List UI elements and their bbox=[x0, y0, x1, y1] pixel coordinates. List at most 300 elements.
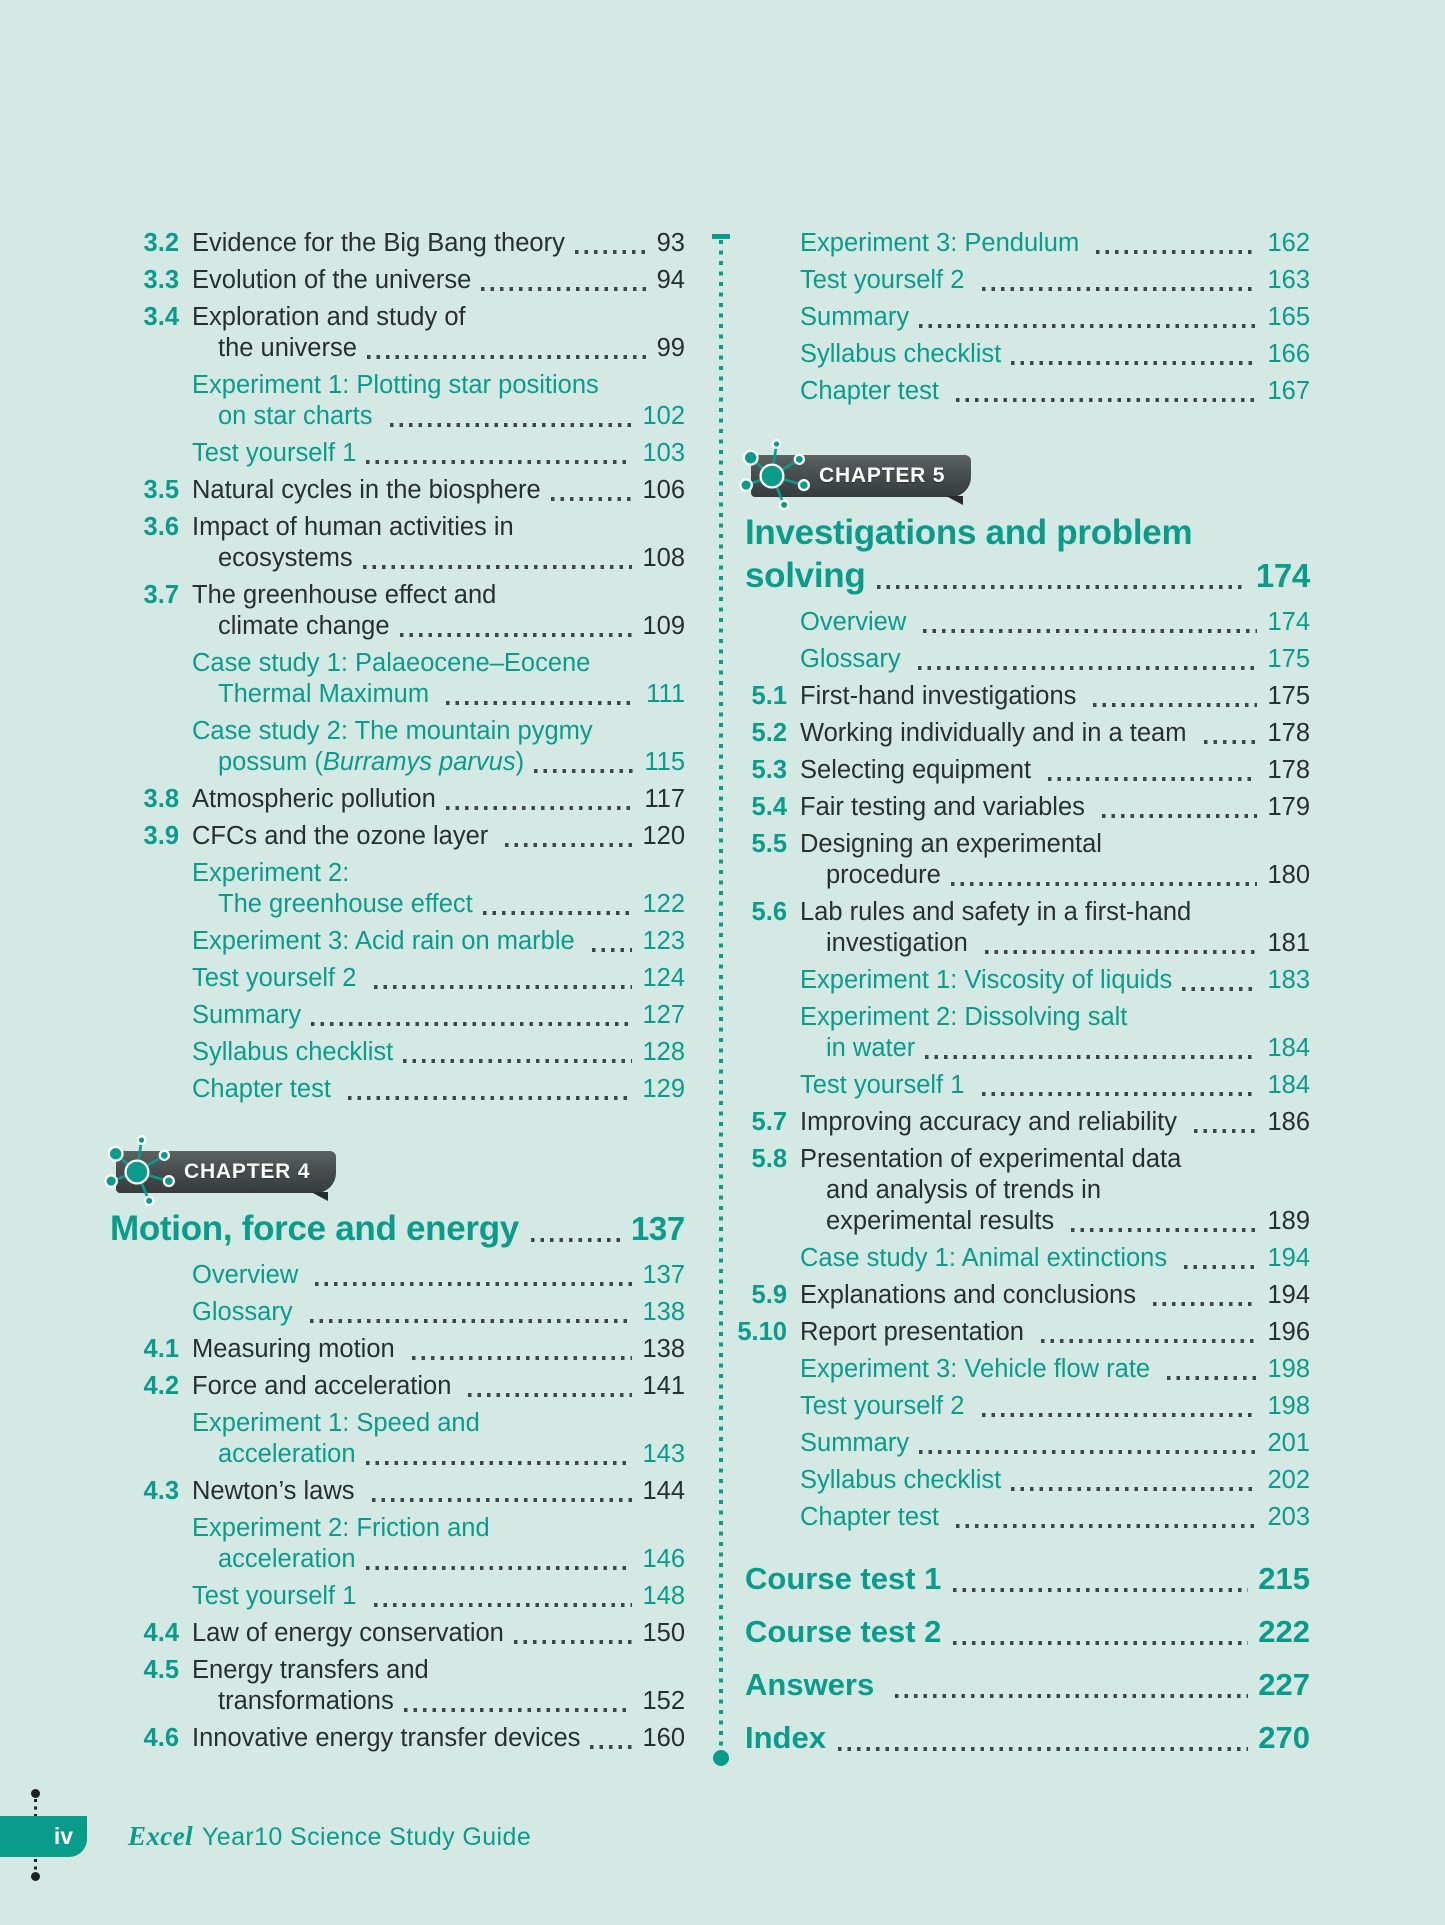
dot-leader bbox=[468, 1393, 632, 1397]
toc-entry-line bbox=[192, 475, 685, 506]
entry-text: acceleration bbox=[218, 1545, 356, 1573]
page-number: 160 bbox=[642, 1724, 685, 1752]
toc-entry-line bbox=[218, 333, 685, 364]
entry-text: Experiment 1: Speed and bbox=[192, 1409, 480, 1437]
dot-leader bbox=[311, 1022, 632, 1026]
entry-text: Evolution of the universe bbox=[192, 266, 472, 294]
entry-text: Experiment 3: Pendulum bbox=[800, 229, 1087, 257]
toc-entry-line bbox=[800, 339, 1310, 370]
section-number: 5.5 bbox=[751, 830, 787, 858]
toc-entry bbox=[745, 511, 1310, 597]
toc-entry-line bbox=[826, 1206, 1310, 1237]
toc-entry-line bbox=[192, 821, 685, 852]
section-number: 4.1 bbox=[143, 1335, 179, 1363]
page-number: 178 bbox=[1267, 719, 1310, 747]
entry-text: Innovative energy transfer devices bbox=[192, 1724, 581, 1752]
toc-entry-line bbox=[192, 1260, 685, 1291]
toc-entry bbox=[110, 1207, 685, 1250]
entry-text: Test yourself 2 bbox=[800, 1392, 972, 1420]
toc-entry bbox=[800, 302, 1310, 333]
entry-text: Evidence for the Big Bang theory bbox=[192, 229, 565, 257]
entry-text: Course test 1 bbox=[745, 1561, 942, 1596]
entry-text: Chapter test bbox=[192, 1075, 338, 1103]
page-number: 122 bbox=[642, 890, 685, 918]
entry-text: Presentation of experimental data bbox=[800, 1145, 1182, 1173]
toc-entry-line bbox=[826, 860, 1310, 891]
toc-entry-line bbox=[192, 963, 685, 994]
dot-leader bbox=[982, 287, 1258, 291]
page-number: 146 bbox=[642, 1545, 685, 1573]
chapter-badge-label: CHAPTER 5 bbox=[751, 455, 971, 497]
page-number: 215 bbox=[1258, 1561, 1310, 1596]
page-number: 203 bbox=[1267, 1503, 1310, 1531]
page-number: 167 bbox=[1267, 377, 1310, 405]
toc-entry bbox=[143, 1618, 685, 1649]
toc-entry-line bbox=[745, 1612, 1310, 1652]
molecule-icon bbox=[737, 438, 813, 514]
right-entries-after bbox=[737, 607, 1310, 1533]
entry-text: Designing an experimental bbox=[800, 830, 1102, 858]
toc-entry-line bbox=[192, 1655, 685, 1686]
entry-text: Investigations and problem bbox=[745, 513, 1193, 552]
toc-entry bbox=[800, 965, 1310, 996]
section-number: 3.9 bbox=[143, 822, 179, 850]
page-number: 144 bbox=[642, 1477, 685, 1505]
toc-entry-line bbox=[192, 1297, 685, 1328]
page-number: 196 bbox=[1267, 1318, 1310, 1346]
page-number: 174 bbox=[1267, 608, 1310, 636]
toc-entry bbox=[192, 1408, 685, 1470]
page-number: 99 bbox=[656, 334, 685, 362]
toc-entry-line bbox=[800, 1317, 1310, 1348]
toc-entry-line bbox=[745, 1665, 1310, 1705]
toc-entry bbox=[745, 1665, 1310, 1705]
toc-entry-line bbox=[192, 648, 685, 679]
toc-entry-line bbox=[800, 1002, 1310, 1033]
toc-entry-line bbox=[218, 401, 685, 432]
page-number: 202 bbox=[1267, 1466, 1310, 1494]
entry-text: Test yourself 1 bbox=[192, 1582, 364, 1610]
toc-entry-line bbox=[800, 681, 1310, 712]
section-number: 3.2 bbox=[143, 229, 179, 257]
page-number: 137 bbox=[642, 1261, 685, 1289]
toc-entry bbox=[800, 228, 1310, 259]
toc-entry-line bbox=[192, 1371, 685, 1402]
toc-entry bbox=[800, 1243, 1310, 1274]
dot-leader bbox=[412, 1356, 633, 1360]
chapter-badge-label: CHAPTER 4 bbox=[116, 1151, 336, 1193]
toc-entry-line bbox=[218, 679, 685, 710]
toc-entry-line bbox=[800, 1280, 1310, 1311]
toc-entry-line bbox=[192, 1000, 685, 1031]
toc-entry bbox=[143, 265, 685, 296]
page-number: 138 bbox=[642, 1335, 685, 1363]
toc-entry-line bbox=[218, 1686, 685, 1717]
dot-leader bbox=[919, 324, 1257, 328]
toc-entry bbox=[192, 1074, 685, 1105]
dot-leader bbox=[919, 1450, 1257, 1454]
dot-leader bbox=[366, 1461, 633, 1465]
entry-text: Atmospheric pollution bbox=[192, 785, 436, 813]
toc-entry-line bbox=[218, 747, 685, 778]
dot-leader bbox=[1011, 1487, 1257, 1491]
page-number: 198 bbox=[1267, 1355, 1310, 1383]
page-number: 127 bbox=[642, 1001, 685, 1029]
entry-text: Working individually and in a team bbox=[800, 719, 1194, 747]
toc-entry-line bbox=[800, 792, 1310, 823]
toc-entry bbox=[751, 829, 1310, 891]
toc-entry bbox=[800, 1070, 1310, 1101]
left-entries-after bbox=[143, 1260, 685, 1754]
toc-entry-line bbox=[218, 543, 685, 574]
toc-entry-line bbox=[192, 370, 685, 401]
toc-entry-line bbox=[745, 1718, 1310, 1758]
page-number: 198 bbox=[1267, 1392, 1310, 1420]
entry-text: Chapter test bbox=[800, 377, 946, 405]
toc-entry bbox=[751, 755, 1310, 786]
entry-text: investigation bbox=[826, 929, 975, 957]
entry-text: Experiment 3: Vehicle flow rate bbox=[800, 1355, 1158, 1383]
entry-text: Summary bbox=[192, 1001, 302, 1029]
toc-entry bbox=[143, 784, 685, 815]
entry-text: Report presentation bbox=[800, 1318, 1032, 1346]
toc-entry bbox=[192, 858, 685, 920]
toc-entry-line bbox=[192, 438, 685, 469]
section-number: 4.4 bbox=[143, 1619, 179, 1647]
section-number: 5.1 bbox=[751, 682, 787, 710]
entry-text: Chapter test bbox=[800, 1503, 946, 1531]
section-number: 5.4 bbox=[751, 793, 787, 821]
toc-entry bbox=[192, 926, 685, 957]
toc-entry bbox=[143, 512, 685, 574]
dot-leader bbox=[1011, 361, 1257, 365]
toc-entry-line bbox=[192, 1074, 685, 1105]
toc-entry-line bbox=[800, 644, 1310, 675]
footer-brand bbox=[128, 1821, 531, 1852]
page-number: 184 bbox=[1267, 1071, 1310, 1099]
entry-text: Summary bbox=[800, 303, 910, 331]
dot-leader bbox=[366, 1566, 633, 1570]
page-number: 181 bbox=[1267, 929, 1310, 957]
page-number: 150 bbox=[642, 1619, 685, 1647]
toc-entry-line bbox=[800, 1144, 1310, 1175]
entry-text: Syllabus checklist bbox=[192, 1038, 394, 1066]
page-number: 222 bbox=[1258, 1614, 1310, 1649]
toc-entry bbox=[192, 1581, 685, 1612]
toc-entry bbox=[800, 644, 1310, 675]
toc-entry bbox=[751, 1280, 1310, 1311]
toc-entry bbox=[192, 1037, 685, 1068]
page-number: 201 bbox=[1267, 1429, 1310, 1457]
toc-entry-line bbox=[745, 1559, 1310, 1599]
entry-text: Force and acceleration bbox=[192, 1372, 459, 1400]
dot-leader bbox=[918, 666, 1258, 670]
page-number: 123 bbox=[642, 927, 685, 955]
chapter-5-badge bbox=[745, 455, 971, 497]
entry-text: Thermal Maximum bbox=[218, 680, 437, 708]
dot-leader bbox=[534, 769, 634, 773]
page-number: 148 bbox=[642, 1582, 685, 1610]
toc-entry-line bbox=[192, 1334, 685, 1365]
page-number: 179 bbox=[1267, 793, 1310, 821]
toc-entry bbox=[192, 438, 685, 469]
dot-leader bbox=[592, 948, 633, 952]
page-number: 194 bbox=[1267, 1244, 1310, 1272]
page-number: 141 bbox=[642, 1372, 685, 1400]
toc-entry bbox=[800, 1428, 1310, 1459]
toc-entry bbox=[737, 1317, 1310, 1348]
entry-text: Overview bbox=[192, 1261, 306, 1289]
section-number: 3.5 bbox=[143, 476, 179, 504]
dot-leader bbox=[348, 1096, 632, 1100]
page-number: 184 bbox=[1267, 1034, 1310, 1062]
page-number: 162 bbox=[1267, 229, 1310, 257]
toc-entry-line bbox=[218, 889, 685, 920]
toc-entry bbox=[751, 1107, 1310, 1138]
entry-text: Impact of human activities in bbox=[192, 513, 514, 541]
toc-entry bbox=[800, 607, 1310, 638]
entry-text: Experiment 2: bbox=[192, 859, 350, 887]
entry-text: Glossary bbox=[192, 1298, 300, 1326]
dot-leader bbox=[315, 1282, 632, 1286]
page-number: 93 bbox=[656, 229, 685, 257]
dot-leader bbox=[1194, 1129, 1257, 1133]
toc-entry-line bbox=[192, 228, 685, 259]
toc-entry-line bbox=[800, 265, 1310, 296]
entry-text: Course test 2 bbox=[745, 1614, 942, 1649]
toc-entry bbox=[751, 897, 1310, 959]
toc-entry bbox=[192, 648, 685, 710]
toc-entry bbox=[751, 681, 1310, 712]
entry-text: Case study 1: Animal extinctions bbox=[800, 1244, 1175, 1272]
page-number: 152 bbox=[642, 1687, 685, 1715]
toc-entry bbox=[745, 1612, 1310, 1652]
toc-entry-line bbox=[192, 265, 685, 296]
entry-text: procedure bbox=[826, 861, 941, 889]
entry-text: First-hand investigations bbox=[800, 682, 1084, 710]
entry-text: Case study 1: Palaeocene–Eocene bbox=[192, 649, 591, 677]
toc-entry-line bbox=[192, 1408, 685, 1439]
toc-entry-line bbox=[800, 718, 1310, 749]
dot-leader bbox=[481, 287, 646, 291]
dot-leader bbox=[363, 565, 633, 569]
dot-leader bbox=[923, 629, 1257, 633]
dot-leader bbox=[985, 950, 1258, 954]
toc-entry-line bbox=[192, 1037, 685, 1068]
dot-leader bbox=[1048, 777, 1257, 781]
dot-leader bbox=[951, 882, 1258, 886]
section-number: 5.3 bbox=[751, 756, 787, 784]
toc-entry bbox=[192, 716, 685, 778]
dot-leader bbox=[374, 985, 633, 989]
entry-text: The greenhouse effect bbox=[218, 890, 473, 918]
dot-leader bbox=[400, 633, 633, 637]
toc-entry-line bbox=[826, 928, 1310, 959]
toc-entry bbox=[800, 265, 1310, 296]
section-number: 3.7 bbox=[143, 581, 179, 609]
column-divider bbox=[719, 240, 723, 1750]
dot-leader bbox=[982, 1092, 1258, 1096]
entry-text: ) bbox=[515, 748, 525, 776]
dot-leader bbox=[390, 423, 633, 427]
entry-text: Answers bbox=[745, 1667, 883, 1702]
folio-page-number: iv bbox=[53, 1823, 73, 1849]
page-number: 103 bbox=[642, 439, 685, 467]
toc-entry-line bbox=[745, 511, 1310, 554]
dot-leader bbox=[925, 1055, 1257, 1059]
toc-entry-line bbox=[218, 1439, 685, 1470]
entry-text: Experiment 3: Acid rain on marble bbox=[192, 927, 582, 955]
dot-leader bbox=[505, 843, 632, 847]
entry-text: Improving accuracy and reliability bbox=[800, 1108, 1185, 1136]
toc-entry bbox=[745, 1718, 1310, 1758]
section-number: 3.4 bbox=[143, 303, 179, 331]
dot-leader bbox=[1096, 250, 1257, 254]
toc-entry bbox=[800, 339, 1310, 370]
toc-entry bbox=[800, 1002, 1310, 1064]
toc-entry bbox=[751, 792, 1310, 823]
entry-text: Exploration and study of bbox=[192, 303, 466, 331]
entry-text: Test yourself 1 bbox=[192, 439, 357, 467]
toc-entry-line bbox=[745, 554, 1310, 597]
dot-leader bbox=[372, 1498, 633, 1502]
dot-leader bbox=[1041, 1339, 1257, 1343]
dot-leader bbox=[956, 398, 1257, 402]
page-number: 174 bbox=[1255, 557, 1310, 594]
dot-leader bbox=[404, 1708, 633, 1712]
entry-text: Lab rules and safety in a first-hand bbox=[800, 898, 1192, 926]
toc-entry bbox=[751, 718, 1310, 749]
dot-leader bbox=[483, 911, 633, 915]
page-number-tab bbox=[0, 1816, 87, 1857]
entry-text: possum ( bbox=[218, 748, 323, 776]
dot-leader bbox=[982, 1413, 1258, 1417]
toc-entry-line bbox=[192, 580, 685, 611]
toc-entry bbox=[143, 302, 685, 364]
page-number: 117 bbox=[644, 785, 685, 813]
entry-text: transformations bbox=[218, 1687, 394, 1715]
brand-logo-text: Excel bbox=[128, 1821, 193, 1851]
toc-entry-line bbox=[800, 1070, 1310, 1101]
page-number: 137 bbox=[630, 1210, 685, 1247]
brand-title-text: Year10 Science Study Guide bbox=[201, 1823, 532, 1851]
dot-leader bbox=[446, 806, 635, 810]
section-number: 5.9 bbox=[751, 1281, 787, 1309]
entry-text: The greenhouse effect and bbox=[192, 581, 497, 609]
page-number: 109 bbox=[642, 612, 685, 640]
dot-leader bbox=[514, 1640, 633, 1644]
toc-entry-line bbox=[800, 1502, 1310, 1533]
toc-entry-line bbox=[218, 611, 685, 642]
toc-entry-line bbox=[110, 1207, 685, 1250]
toc-entry-line bbox=[800, 965, 1310, 996]
dot-leader bbox=[575, 250, 647, 254]
dot-leader bbox=[310, 1319, 633, 1323]
dot-leader bbox=[1167, 1376, 1257, 1380]
page-number: 175 bbox=[1267, 682, 1310, 710]
entry-text: CFCs and the ozone layer bbox=[192, 822, 496, 850]
toc-entry bbox=[800, 376, 1310, 407]
toc-entry bbox=[143, 1655, 685, 1717]
dot-leader bbox=[366, 460, 632, 464]
toc-entry-line bbox=[192, 858, 685, 889]
entry-text: Energy transfers and bbox=[192, 1656, 429, 1684]
toc-entry bbox=[192, 1297, 685, 1328]
toc-entry bbox=[800, 1354, 1310, 1385]
toc-entry-line bbox=[192, 512, 685, 543]
dot-leader bbox=[895, 1694, 1248, 1698]
entry-text: Motion, force and energy bbox=[110, 1209, 519, 1248]
page-number: 189 bbox=[1267, 1207, 1310, 1235]
entry-text: and analysis of trends in bbox=[826, 1176, 1101, 1204]
toc-entry bbox=[192, 1513, 685, 1575]
section-number: 5.10 bbox=[737, 1318, 787, 1346]
toc-entry-line bbox=[800, 1107, 1310, 1138]
dot-leader bbox=[446, 701, 636, 705]
page-number: 186 bbox=[1267, 1108, 1310, 1136]
page-number: 115 bbox=[644, 748, 685, 776]
dot-leader bbox=[953, 1641, 1248, 1645]
left-entries-top bbox=[143, 228, 685, 1105]
toc-entry bbox=[751, 1144, 1310, 1237]
toc-entry-line bbox=[192, 926, 685, 957]
page-number: 128 bbox=[642, 1038, 685, 1066]
toc-entry-line bbox=[800, 376, 1310, 407]
dot-leader bbox=[403, 1059, 632, 1063]
toc-entry-line bbox=[192, 1618, 685, 1649]
entry-text: the universe bbox=[218, 334, 357, 362]
toc-entry bbox=[192, 370, 685, 432]
entry-text: Summary bbox=[800, 1429, 910, 1457]
page-number: 102 bbox=[642, 402, 685, 430]
entry-text: Explanations and conclusions bbox=[800, 1281, 1144, 1309]
right-column bbox=[737, 228, 1310, 1771]
page-number: 165 bbox=[1267, 303, 1310, 331]
page-number: 180 bbox=[1267, 861, 1310, 889]
chapter-4-title bbox=[110, 1207, 685, 1250]
toc-entry bbox=[143, 1334, 685, 1365]
toc-entry-line bbox=[218, 1544, 685, 1575]
entry-text: on star charts bbox=[218, 402, 380, 430]
toc-entry bbox=[143, 1723, 685, 1754]
toc-entry-line bbox=[192, 1581, 685, 1612]
toc-entry bbox=[143, 1476, 685, 1507]
dot-leader bbox=[590, 1745, 632, 1749]
entry-text: Syllabus checklist bbox=[800, 340, 1002, 368]
chapter-5-title bbox=[745, 511, 1310, 597]
page-number: 227 bbox=[1258, 1667, 1310, 1702]
toc-entry-line bbox=[826, 1175, 1310, 1206]
entry-text: Measuring motion bbox=[192, 1335, 402, 1363]
toc-entry bbox=[143, 228, 685, 259]
page-number: 108 bbox=[642, 544, 685, 572]
page-number: 138 bbox=[642, 1298, 685, 1326]
backmatter bbox=[745, 1559, 1310, 1758]
entry-text: ecosystems bbox=[218, 544, 353, 572]
chapter-4-badge bbox=[110, 1151, 336, 1193]
entry-text: Syllabus checklist bbox=[800, 1466, 1002, 1494]
dot-leader bbox=[1204, 740, 1258, 744]
entry-text: Natural cycles in the biosphere bbox=[192, 476, 541, 504]
entry-text: Test yourself 2 bbox=[800, 266, 972, 294]
entry-text: Test yourself 2 bbox=[192, 964, 364, 992]
entry-text: Case study 2: The mountain pygmy bbox=[192, 717, 593, 745]
toc-entry-line bbox=[800, 1243, 1310, 1274]
entry-text: Newton’s laws bbox=[192, 1477, 362, 1505]
section-number: 4.2 bbox=[143, 1372, 179, 1400]
toc-entry-line bbox=[800, 302, 1310, 333]
entry-text: Burramys parvus bbox=[322, 748, 516, 776]
